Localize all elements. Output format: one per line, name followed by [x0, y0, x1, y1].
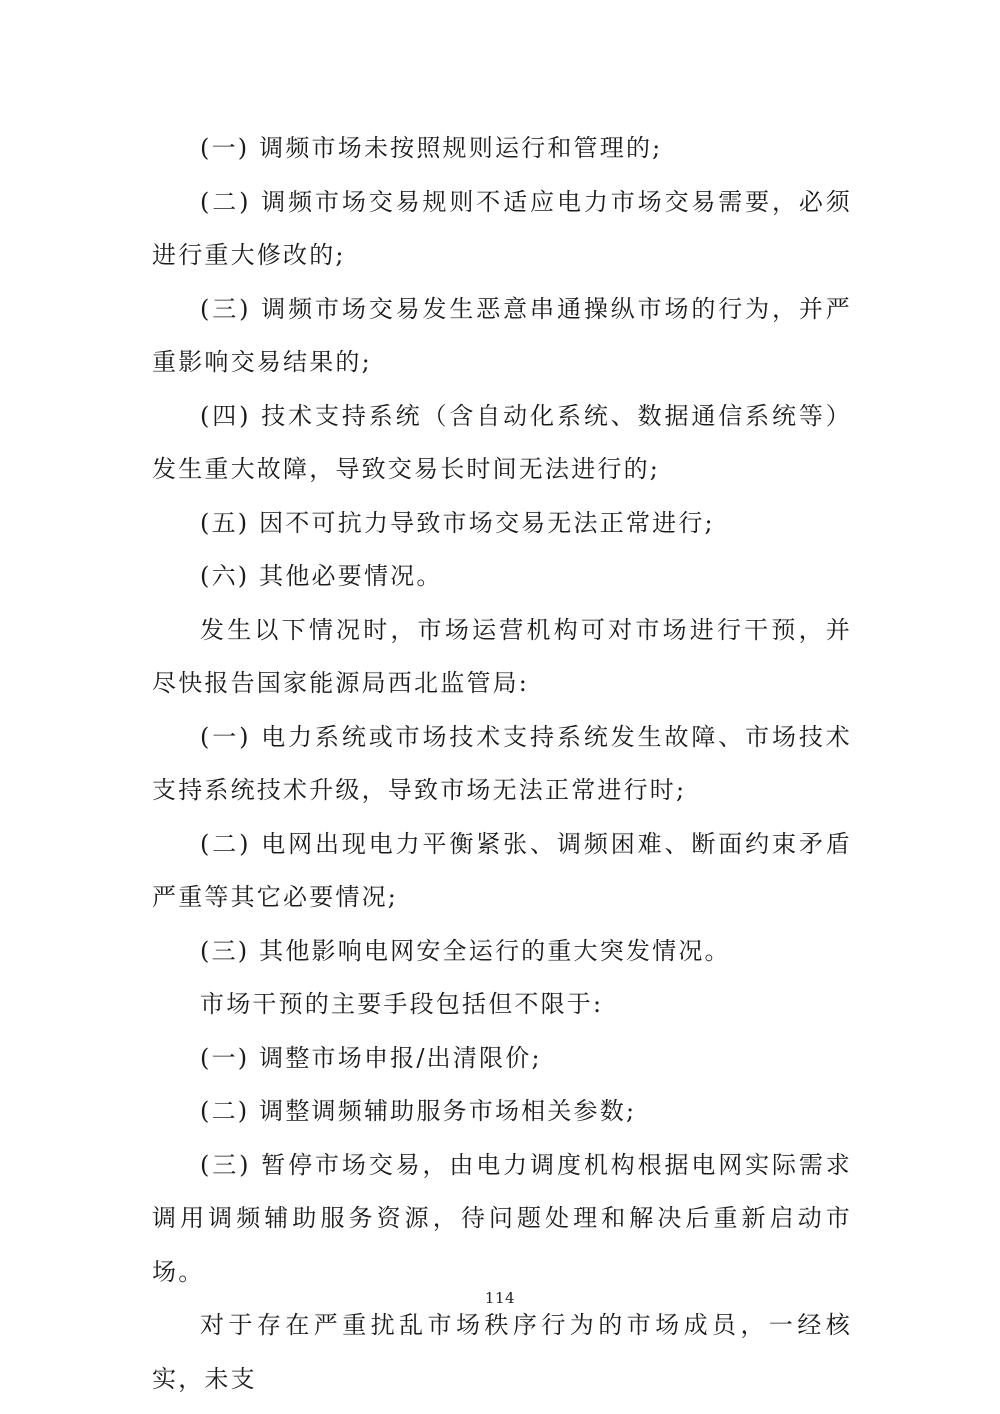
paragraph: 对于存在严重扰乱市场秩序行为的市场成员，一经核实，未支	[152, 1311, 852, 1393]
paragraph: (六) 其他必要情况。	[200, 562, 443, 590]
paragraph: 市场干预的主要手段包括但不限于:	[200, 990, 604, 1018]
paragraph: (三) 暂停市场交易，由电力调度机构根据电网实际需求调用调频辅助服务资源，待问题处理和解决后重新启动市场。	[152, 1150, 852, 1286]
page-number: 114	[484, 1289, 516, 1307]
paragraph: (一) 电力系统或市场技术支持系统发生故障、市场技术支持系统技术升级，导致市场无法正常进行时;	[152, 722, 852, 804]
paragraph: (二) 电网出现电力平衡紧张、调频困难、断面约束矛盾严重等其它必要情况;	[152, 829, 852, 911]
paragraph: (三) 调频市场交易发生恶意串通操纵市场的行为，并严重影响交易结果的;	[152, 294, 852, 376]
paragraph: (三) 其他影响电网安全运行的重大突发情况。	[200, 936, 731, 965]
paragraph: (四) 技术支持系统（含自动化系统、数据通信系统等）发生重大故障，导致交易长时间无法进行的;	[152, 401, 852, 483]
paragraph: 发生以下情况时，市场运营机构可对市场进行干预，并尽快报告国家能源局西北监管局:	[152, 615, 852, 697]
paragraph: (一) 调频市场未按照规则运行和管理的;	[200, 134, 663, 162]
paragraph: (一) 调整市场申报/出清限价;	[200, 1043, 542, 1072]
paragraph: (二) 调频市场交易规则不适应电力市场交易需要，必须进行重大修改的;	[152, 187, 852, 269]
paragraph: (五) 因不可抗力导致市场交易无法正常进行;	[200, 508, 715, 537]
paragraph: (二) 调整调频辅助服务市场相关参数;	[200, 1097, 637, 1125]
document-body	[152, 122, 852, 1406]
